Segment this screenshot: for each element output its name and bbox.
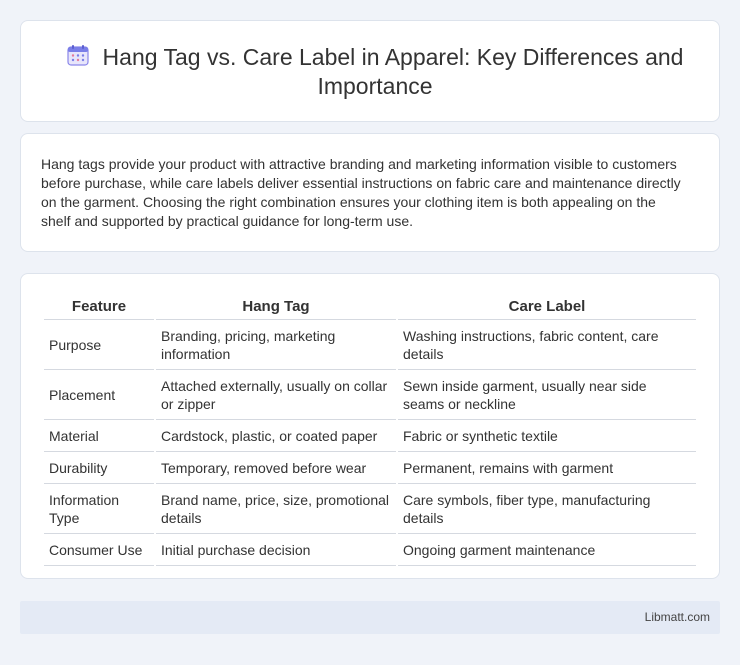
cell-hang-tag: Attached externally, usually on collar or zipper: [156, 370, 396, 420]
intro-card: [20, 133, 720, 252]
cell-feature: Material: [44, 420, 154, 452]
cell-hang-tag: Cardstock, plastic, or coated paper: [156, 420, 396, 452]
cell-hang-tag: Initial purchase decision: [156, 534, 396, 566]
header-care-label: Care Label: [398, 295, 696, 320]
cell-care-label: Permanent, remains with garment: [398, 452, 696, 484]
cell-care-label: Care symbols, fiber type, manufacturing details: [398, 484, 696, 534]
title-card: [20, 20, 720, 122]
cell-hang-tag: Brand name, price, size, promotional details: [156, 484, 396, 534]
calendar-icon: [67, 44, 89, 66]
table-row: [44, 484, 696, 534]
cell-hang-tag: Branding, pricing, marketing information: [156, 320, 396, 370]
footer: [20, 601, 720, 634]
table-header-row: [44, 295, 696, 320]
cell-feature: Durability: [44, 452, 154, 484]
table-row: [44, 534, 696, 566]
cell-feature: Purpose: [44, 320, 154, 370]
cell-care-label: Washing instructions, fabric content, care details: [398, 320, 696, 370]
cell-care-label: Sewn inside garment, usually near side seams or neckline: [398, 370, 696, 420]
page-title-wrap: [51, 43, 699, 101]
table-row: [44, 320, 696, 370]
cell-care-label: Ongoing garment maintenance: [398, 534, 696, 566]
table-row: [44, 370, 696, 420]
cell-feature: Information Type: [44, 484, 154, 534]
footer-site-link[interactable]: Libmatt.com: [644, 610, 710, 624]
cell-care-label: Fabric or synthetic textile: [398, 420, 696, 452]
comparison-table: [42, 295, 698, 566]
cell-feature: Consumer Use: [44, 534, 154, 566]
cell-feature: Placement: [44, 370, 154, 420]
header-hang-tag: Hang Tag: [156, 295, 396, 320]
table-row: [44, 452, 696, 484]
table-row: [44, 420, 696, 452]
page-title: Hang Tag vs. Care Label in Apparel: Key Differences and Importance: [102, 44, 684, 99]
intro-paragraph: Hang tags provide your product with attractive branding and marketing information visible to customers before purchase, while care labels deliver essential instructions on fabric care and maintenance directly on the garment. Choosing the right combination ensures your clothing item is both appealing on the shelf and supported by practical guidance for long-term use.: [41, 156, 681, 229]
header-feature: Feature: [44, 295, 154, 320]
cell-hang-tag: Temporary, removed before wear: [156, 452, 396, 484]
comparison-card: [20, 273, 720, 579]
